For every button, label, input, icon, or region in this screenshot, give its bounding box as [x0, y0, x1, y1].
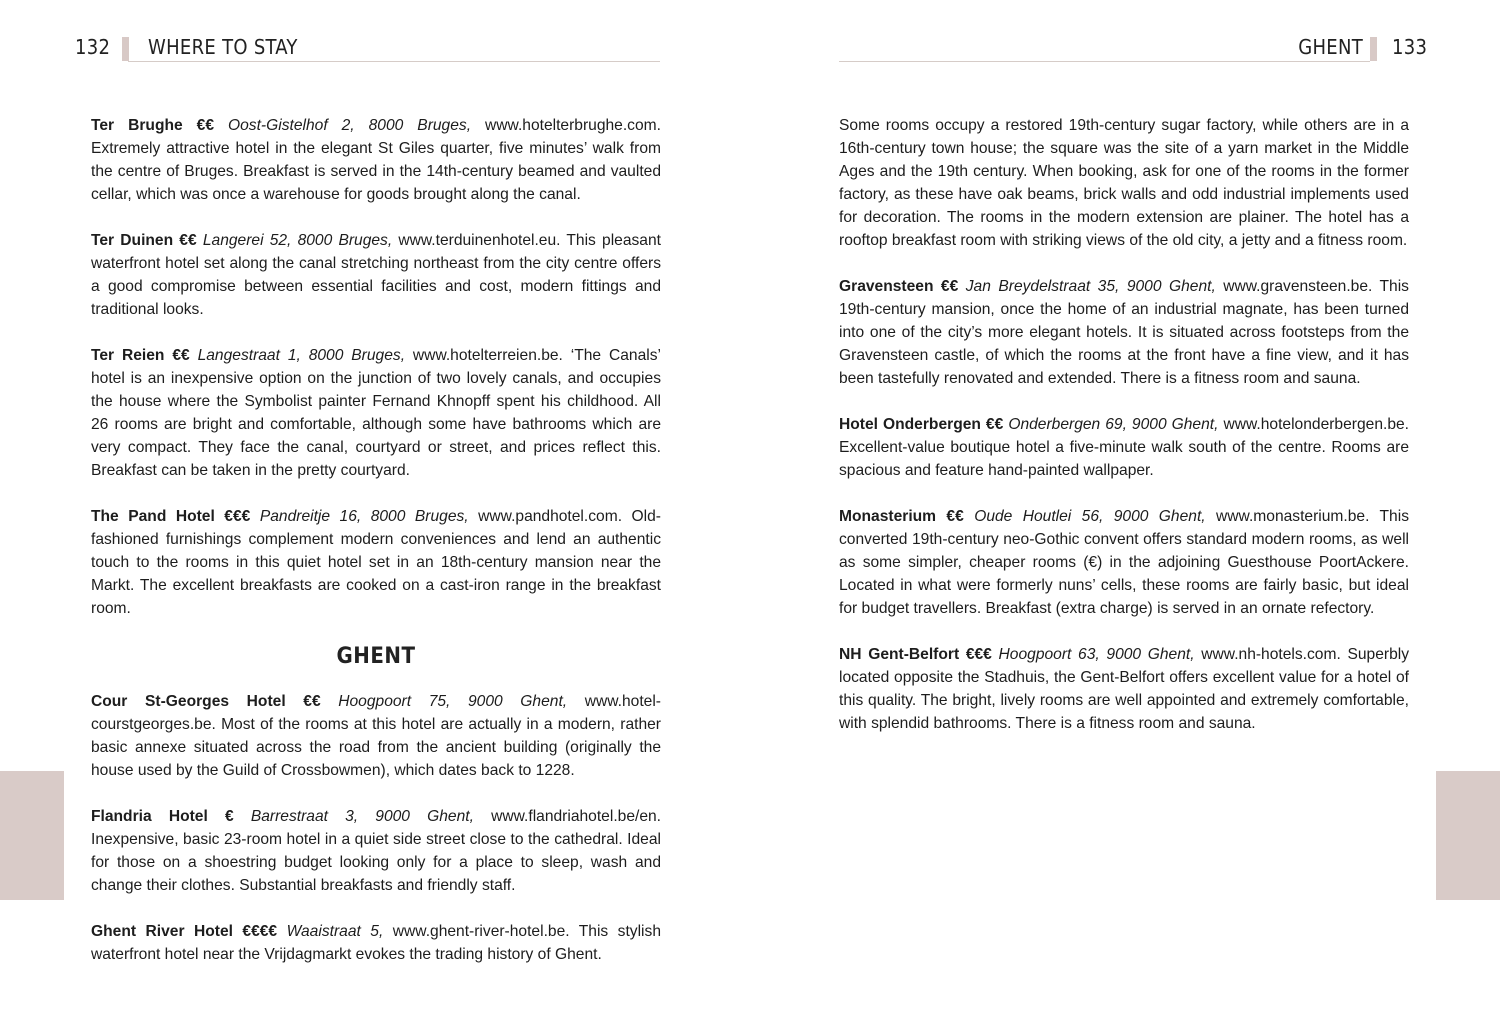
hotel-address: Hoogpoort 75, 9000 Ghent, [338, 693, 568, 710]
running-head-right [750, 33, 1500, 63]
hotel-entry [91, 229, 661, 321]
hotel-name: Cour St-Georges Hotel €€ [91, 693, 321, 710]
hotel-description: www.hotel-courstgeorges.be. Most of the rooms at this hotel are actually in a modern, rather basic annexe situated across the road from the ancient building (originally the house used by the Guild of Crossbowmen), which dates back to 1228. [91, 693, 661, 779]
hotel-description: www.hotelterreien.be. ‘The Canals’ hotel is an inexpensive option on the junction of two lovely canals, and occupies the house where the Symbolist painter Fernand Khnopff spent his childhood. All 26 rooms are bright and comfortable, although some have bathrooms which are very compact. They face the canal, courtyard or street, and prices reflect this. Breakfast can be taken in the pretty courtyard. [91, 347, 661, 479]
hotel-entry [91, 114, 661, 206]
hotel-description: www.hotelonderbergen.be. Excellent-value boutique hotel a five-minute walk south of the centre. Rooms are spacious and feature hand-painted wallpaper. [839, 416, 1410, 479]
page-number-right: 133 [1392, 35, 1428, 59]
hotel-name: Flandria Hotel € [91, 808, 234, 825]
hotel-address: Hoogpoort 63, 9000 Ghent, [998, 646, 1195, 663]
hotel-address: Jan Breydelstraat 35, 9000 Ghent, [965, 278, 1216, 295]
hotel-address: Barrestraat 3, 9000 Ghent, [250, 808, 474, 825]
hotel-address: Oost-Gistelhof 2, 8000 Bruges, [227, 117, 472, 134]
continuation-paragraph [839, 114, 1409, 252]
hotel-entry [839, 275, 1409, 390]
hotel-address: Waaistraat 5, [286, 923, 384, 940]
hotel-description: www.monasterium.be. This converted 19th-century neo-Gothic convent offers standard modern rooms, as well as some simpler, cheaper rooms (€) in the adjoining Guesthouse PoortAckere. Located in what were formerly nuns’ cells, these rooms are fairly basic, but ideal for budget travellers. Breakfast (extra charge) is served in an ornate refectory. [839, 508, 1409, 617]
hotel-description: www.ghent-river-hotel.be. This stylish waterfront hotel near the Vrijdagmarkt evokes the trading history of Ghent. [91, 923, 661, 963]
running-title-left: WHERE TO STAY [148, 35, 298, 59]
hotel-description: www.pandhotel.com. Old-fashioned furnishings complement modern conveniences and lend an authentic touch to the rooms in this quiet hotel set in an 18th-century mansion near the Markt. The excellent breakfasts are cooked on a cast-iron range in the breakfast room. [91, 508, 661, 617]
running-head-left [0, 33, 750, 63]
hotel-description: www.nh-hotels.com. Superbly located opposite the Stadhuis, the Gent-Belfort offers excellent value for a hotel of this quality. The bright, lively rooms are well appointed and extremely comfortable, with splendid bathrooms. There is a fitness room and sauna. [839, 646, 1410, 732]
hotel-entry [91, 344, 661, 482]
hotel-address: Langerei 52, 8000 Bruges, [202, 232, 393, 249]
header-accent-bar [1370, 37, 1377, 61]
hotel-address: Pandreitje 16, 8000 Bruges, [259, 508, 469, 525]
hotel-entry [91, 690, 661, 782]
running-title-right: GHENT [1298, 35, 1363, 59]
hotel-description: www.terduinenhotel.eu. This pleasant waterfront hotel set along the canal stretching northeast from the city centre offers a good compromise between essential facilities and cost, modern fittings and traditional looks. [91, 232, 661, 318]
hotel-address: Onderbergen 69, 9000 Ghent, [1008, 416, 1219, 433]
header-rule [128, 61, 660, 62]
thumb-tab-left [0, 771, 64, 900]
hotel-name: NH Gent-Belfort €€€ [839, 646, 992, 663]
hotel-entry [839, 643, 1409, 735]
hotel-description: www.hotelterbrughe.com. Extremely attractive hotel in the elegant St Giles quarter, five minutes’ walk from the centre of Bruges. Breakfast is served in the 14th-century beamed and vaulted cellar, which was once a warehouse for goods brought along the canal. [91, 117, 661, 203]
right-column [839, 114, 1409, 758]
page-number-left: 132 [75, 35, 111, 59]
hotel-description: www.flandriahotel.be/en. Inexpensive, basic 23-room hotel in a quiet side street close to the cathedral. Ideal for those on a shoestring budget looking only for a place to sleep, wash and change their clothes. Substantial breakfasts and friendly staff. [91, 808, 662, 894]
hotel-name: Ghent River Hotel €€€€ [91, 923, 278, 940]
hotel-address: Langestraat 1, 8000 Bruges, [197, 347, 406, 364]
hotel-name: Gravensteen €€ [839, 278, 959, 295]
hotel-entry [91, 505, 661, 620]
hotel-entry [91, 920, 661, 966]
hotel-entry [839, 413, 1409, 482]
hotel-entry [91, 805, 661, 897]
header-accent-bar [122, 37, 129, 61]
hotel-entry [839, 505, 1409, 620]
thumb-tab-right [1436, 771, 1500, 900]
continuation-text: Some rooms occupy a restored 19th-century sugar factory, while others are in a 16th-century town house; the square was the site of a yarn market in the Middle Ages and the 19th century. When booking, ask for one of the rooms in the former factory, as these have oak beams, brick walls and odd industrial implements used for decoration. The rooms in the modern extension are plainer. The hotel has a rooftop breakfast room with striking views of the old city, a jetty and a fitness room. [839, 117, 1409, 249]
hotel-name: Ter Reien €€ [91, 347, 190, 364]
hotel-name: The Pand Hotel €€€ [91, 508, 251, 525]
hotel-name: Ter Brughe €€ [91, 117, 214, 134]
hotel-name: Hotel Onderbergen €€ [839, 416, 1004, 433]
left-column [91, 114, 661, 989]
hotel-address: Oude Houtlei 56, 9000 Ghent, [974, 508, 1206, 525]
hotel-name: Monasterium €€ [839, 508, 964, 525]
section-heading-ghent: GHENT [336, 644, 416, 669]
hotel-name: Ter Duinen €€ [91, 232, 197, 249]
right-page [750, 0, 1500, 1029]
header-rule [839, 61, 1370, 62]
hotel-description: www.gravensteen.be. This 19th-century mansion, once the home of an industrial magnate, has been turned into one of the city’s more elegant hotels. It is situated across footsteps from the Gravensteen castle, of which the rooms at the front have a fine view, and it has been tastefully renovated and extended. There is a fitness room and sauna. [839, 278, 1409, 387]
